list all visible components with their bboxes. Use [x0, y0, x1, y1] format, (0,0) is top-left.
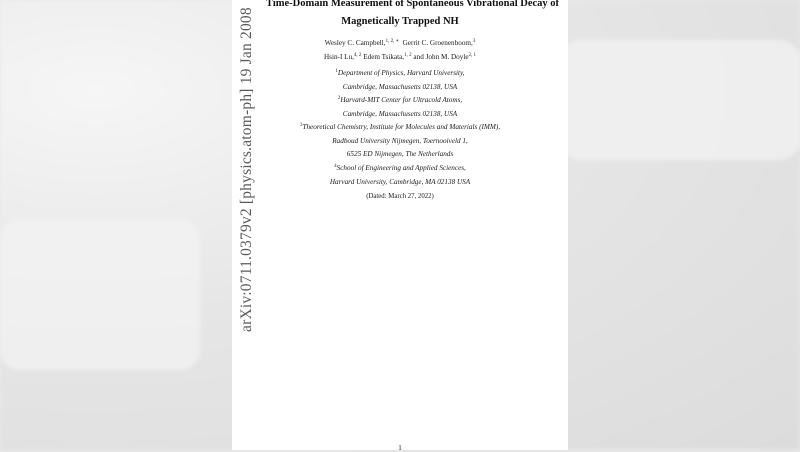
- affiliation-1-line-2: Cambridge, Massachusetts 02138, USA: [342, 83, 458, 91]
- author-affiliation-marker: 4, 2: [353, 53, 362, 58]
- paper-title-line-2: Magnetically Trapped NH: [341, 16, 459, 27]
- author-name: Gerrit C. Groenenboom,: [402, 39, 473, 47]
- affiliation-text: Harvard-MIT Center for Ultracold Atoms,: [340, 96, 463, 104]
- affiliation-marker: 4: [334, 164, 337, 169]
- author-affiliation-marker: 1, 2: [404, 53, 412, 58]
- paper-page: [232, 0, 568, 450]
- affiliation-2-line-2: Cambridge, Massachusetts 02138, USA: [342, 110, 458, 118]
- arxiv-identifier-stamp: arXiv:0711.0379v2 [physics.atom-ph] 19 Jan 2008: [238, 7, 255, 332]
- author-name: Edem Tsikata,: [363, 53, 405, 61]
- author-name: Hsin-I Lu,: [323, 53, 354, 61]
- page-number: 1: [398, 443, 402, 452]
- paper-title-line-1: Time-Domain Measurement of Spontaneous Vibrational Decay of: [266, 0, 560, 9]
- affiliation-3-line-3: 6525 ED Nijmegen, The Netherlands: [346, 150, 454, 158]
- dated-line: (Dated: March 27, 2022): [366, 193, 434, 200]
- affiliation-text: School of Engineering and Applied Sciences,: [336, 164, 466, 172]
- authors-line-1: [232, 39, 568, 48]
- affiliation-4-line-1: [232, 164, 568, 173]
- affiliation-1-line-1: [232, 69, 568, 78]
- author-affiliation-marker: 2, 1: [468, 53, 477, 58]
- affiliation-4-line-2: Harvard University, Cambridge, MA 02138 USA: [329, 178, 471, 186]
- affiliation-3-line-2: Radboud University Nijmegen, Toernooiveld 1,: [332, 137, 468, 145]
- affiliation-text: Theoretical Chemistry, Institute for Molecules and Materials (IMM),: [302, 123, 501, 131]
- affiliation-marker: 1: [335, 69, 338, 74]
- author-name: Wesley C. Campbell,: [324, 39, 386, 47]
- author-name: and John M. Doyle: [413, 53, 469, 61]
- affiliation-text: Department of Physics, Harvard University,: [337, 69, 465, 77]
- author-affiliation-marker: 3: [472, 39, 476, 44]
- affiliation-3-line-1: [232, 123, 568, 132]
- affiliation-marker: 2: [337, 96, 341, 101]
- affiliation-2-line-1: [232, 96, 568, 105]
- author-affiliation-marker: 1, 2, ∗: [385, 39, 399, 44]
- affiliation-marker: 3: [299, 123, 303, 128]
- authors-line-2: [232, 53, 568, 62]
